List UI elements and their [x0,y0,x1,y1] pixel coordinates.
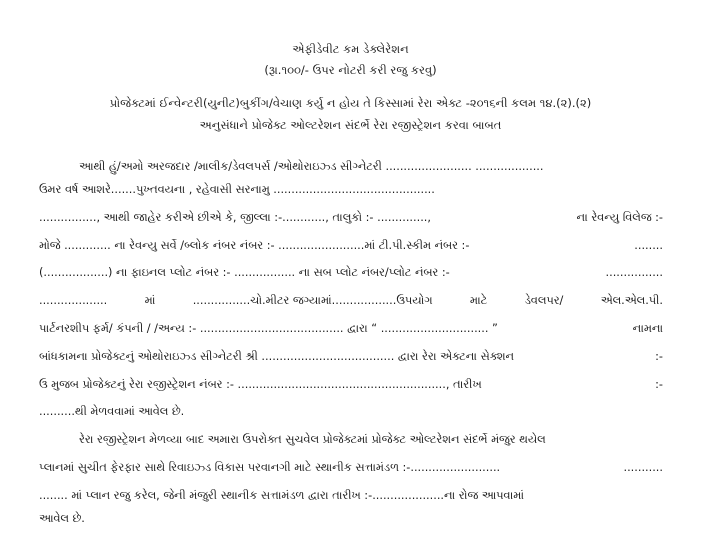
para1-line-1: આથી હું/અમો અરજદાર /માલીક/ડેવલપર્સ /ઓથોરાઇઝ્ડ સીગ્નેટરી ........................ ................... [79,160,544,173]
para1-line-7: પાર્ટનરશીપ ફર્મ/ કંપની / /અન્ય :- ........................................ દ્વારા “ .............................. ” નામના [39,322,663,335]
para1-line-10: ..........થી મેળવવામાં આવેલ છે. [39,405,185,418]
subject-line-1: પ્રોજેક્ટમાં ઈન્વેન્ટરી(યુનીટ)બુકીંગ/વેચાણ કર્યુ ન હોય તે કિસ્સામાં રેરા એક્ટ -૨૦૧૬ની કલમ ૧૪.(૨).(૨) [109,96,592,110]
para2-line-2: પ્લાનમાં સુચીત ફેરફાર સાથે રિવાઇઝ્ડ વિકાસ પરવાનગી માટે સ્થાનીક સત્તામંડળ :-......................... ........... [39,461,663,474]
para2-line-1: રેરા રજીસ્ટ્રેશન મેળવ્યા બાદ અમારા ઉપરોક્ત સુચવેલ પ્રોજેક્ટમાં પ્રોજેક્ટ ઓલ્ટરેશન સંદર્ભે મંજુર થયેલ [79,433,546,446]
document-title: એફીડેવીટ કમ ડેક્લેરેશન [292,42,409,56]
para1-line-5: (..................) ના ફાઇનલ પ્લોટ નંબર :- ................. ના સબ પ્લોટ નંબર/પ્લોટ નંબર :- ................ [39,266,663,279]
para2-line-3: ........ માં પ્લાન રજુ કરેલ, જેની મંજુરી સ્થાનીક સત્તામંડળ દ્વારા તારીખ :-....................ના રોજ આપવામાં [39,489,524,502]
stamp-note: (રૂા.૧૦૦/- ઉપર નોટરી કરી રજુ કરવુ) [264,63,437,77]
para1-line-9: ઉ મુજબ પ્રોજેક્ટનું રેરા રજીસ્ટ્રેશન નંબર :- .........................................................., તારીખ :- [39,378,663,391]
subject-line-2: અનુસંધાને પ્રોજેક્ટ ઓલ્ટરેશન સંદર્ભે રેરા રજીસ્ટ્રેશન કરવા બાબત [199,118,502,132]
para1-line-8: બાંધકામના પ્રોજેક્ટનું ઓથોરાઇઝ્ડ સીગ્નેટરી શ્રી ..................................... દ્વારા રેરા એક્ટના સેક્શન :- [39,350,663,363]
para1-line-3: ................, આથી જાહેર કરીએ છીએ કે, જીલ્લા :-............, તાલુકો :- .............., ના રેવન્યુ વિલેજ :- [39,211,663,224]
para1-line-4: મોજે ............. ના રેવન્યુ સર્વે /બ્લોક નંબર નંબર :- ........................માં ટી.પી.સ્કીમ નંબર :- ........ [39,239,663,252]
para1-line-2: ઉમર વર્ષ આશરે.......પુખ્તવયના , રહેવાસી સરનામુ ............................................. [39,183,435,196]
para2-line-4: આવેલ છે. [39,512,85,525]
para1-line-6: ................... માં ................ચો.મીટર જગ્યામાં..................ઉપયોગ માટે ડેવલપર/ એલ.એલ.પી. [39,294,663,307]
